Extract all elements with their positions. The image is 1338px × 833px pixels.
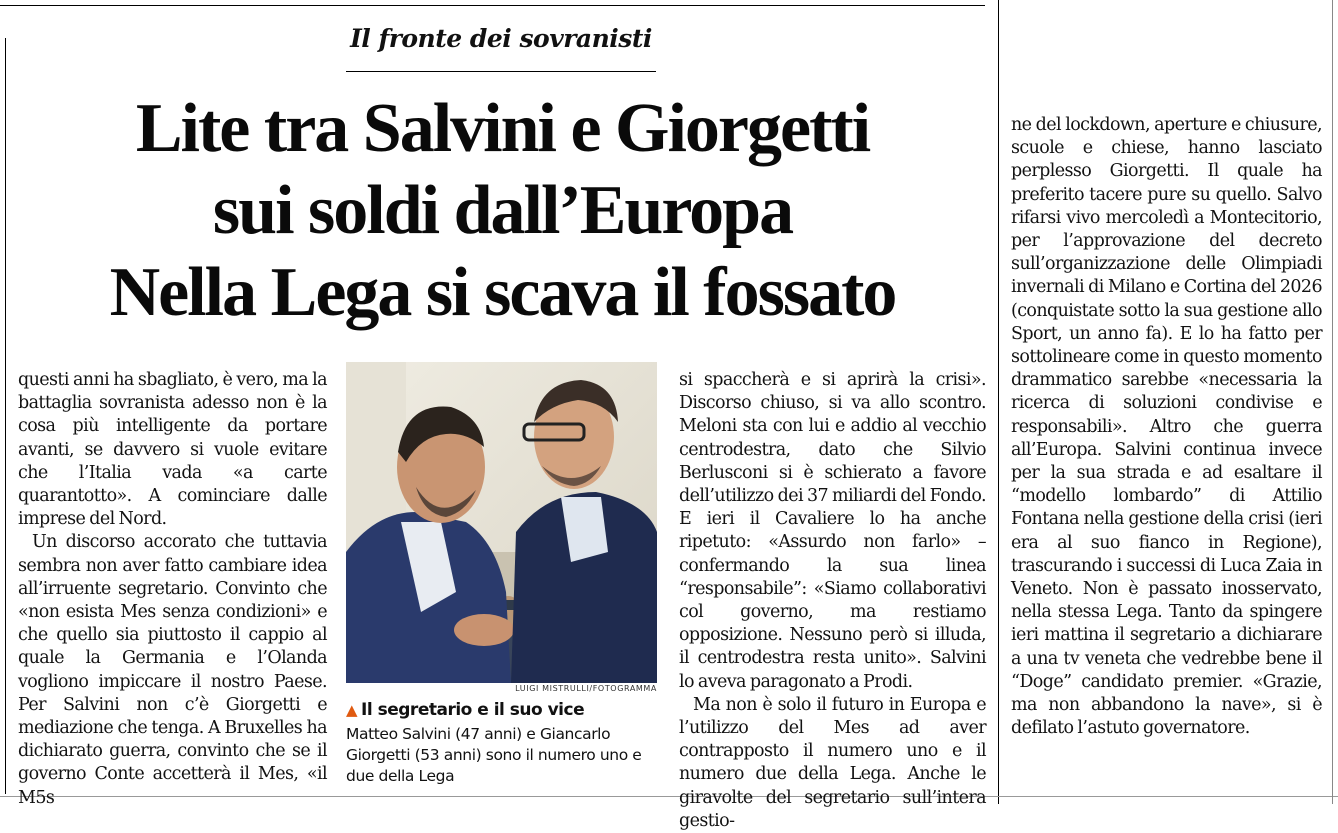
right-edge-line [1332, 0, 1333, 804]
top-rule [0, 5, 985, 6]
article-photo [346, 362, 657, 683]
column1-paragraph-1: questi anni ha sbagliato, è vero, ma la battaglia sovranista adesso non è la cosa più intelligente da portare avanti, se davvero si vuole evitare che l’Italia vada «a carte quarantotto». A cominciare dalle imprese del Nord. [18, 370, 327, 530]
column-separator-line [998, 0, 999, 804]
photo-caption-text: Matteo Salvini (47 anni) e Giancarlo Giorgetti (53 anni) sono il numero uno e due della Lega [346, 725, 642, 785]
photo-credit: LUIGI MISTRULLI/FOTOGRAMMA [515, 684, 657, 693]
column4-paragraph-1: ne del lockdown, aperture e chiusure, scuole e chiese, hanno lasciato perplesso Giorgetti. Il quale ha preferito tacere pure su quello. Salvo rifarsi vivo mercoledì a Montecitorio, per l’approvazione del decreto sull’organizzazione delle Olimpiadi invernali di Milano e Cortina del 2026 (conquistate sotto la sua gestione allo Sport, un anno fa). E lo ha fatto per sottolineare come in questo momento drammatico sarebbe «necessaria la ricerca di soluzioni condivise e responsabili». Altro che guerra all’Europa. Salvini continua invece per la sua strada e ad esaltare il “modello lombardo” di Attilio Fontana nella gestione della crisi (ieri era al suo fianco in Regione), trascurando i successi di Luca Zaia in Veneto. Non è passato inosservato, nella stessa Lega. Tanto da spingere ieri mattina il segretario a dichiarare a una tv veneta che vedrebbe bene il “Doge” candidato premier. «Grazie, ma non abbandono la nave», si è defilato l’astuto governatore. [1011, 115, 1322, 739]
headline-line-2: sui soldi dall’Europa [212, 172, 793, 249]
headline-line-3: Nella Lega si scava il fossato [109, 254, 896, 331]
photo-caption-title [346, 700, 584, 720]
column1-paragraph-2: Un discorso accorato che tuttavia sembra non aver fatto cambiare idea all’irruente segretario. Convinto che «non esista Mes senza condizioni» e che quello sia piuttosto il cappio al quale la Germania e l’Olanda vogliono impiccare il nostro Paese. Per Salvini non c’è Giorgetti e mediazione che tenga. A Bruxelles ha dichiarato guerra, convinto che se il governo Conte accetterà il Mes, «il M5s [18, 532, 327, 808]
section-kicker: Il fronte dei sovranisti [350, 24, 652, 53]
column3-paragraph-2: Ma non è solo il futuro in Europa e l’utilizzo del Mes ad aver contrapposto il numero uno e il numero due della Lega. Anche le giravolte del segretario sull’intera gestio- [679, 694, 986, 831]
article-column-4 [1011, 114, 1322, 740]
left-border-line [5, 38, 6, 794]
headline-line-1: Lite tra Salvini e Giorgetti [135, 90, 870, 167]
caption-title-text: Il segretario e il suo vice [361, 700, 585, 720]
kicker-underline [346, 71, 656, 72]
column3-paragraph-1: si spaccherà e si aprirà la crisi». Discorso chiuso, si va allo scontro. Meloni sta con lui e addio al vecchio centrodestra, dato che Silvio Berlusconi si è schierato a favore dell’utilizzo dei 37 miliardi del Fondo. E ieri il Cavaliere lo ha anche ripetuto: «Assurdo non farlo» – confermando la sua linea “responsabile”: «Siamo collaborativi col governo, ma restiamo opposizione. Nessuno però si illuda, il centrodestra resta unito». Salvini lo aveva paragonato a Prodi. [679, 370, 986, 692]
article-column-1 [18, 369, 327, 810]
triangle-icon: ▲ [346, 701, 358, 719]
salvini-giorgetti-photo [346, 362, 657, 683]
article-column-3 [679, 369, 986, 833]
headline [20, 88, 985, 334]
